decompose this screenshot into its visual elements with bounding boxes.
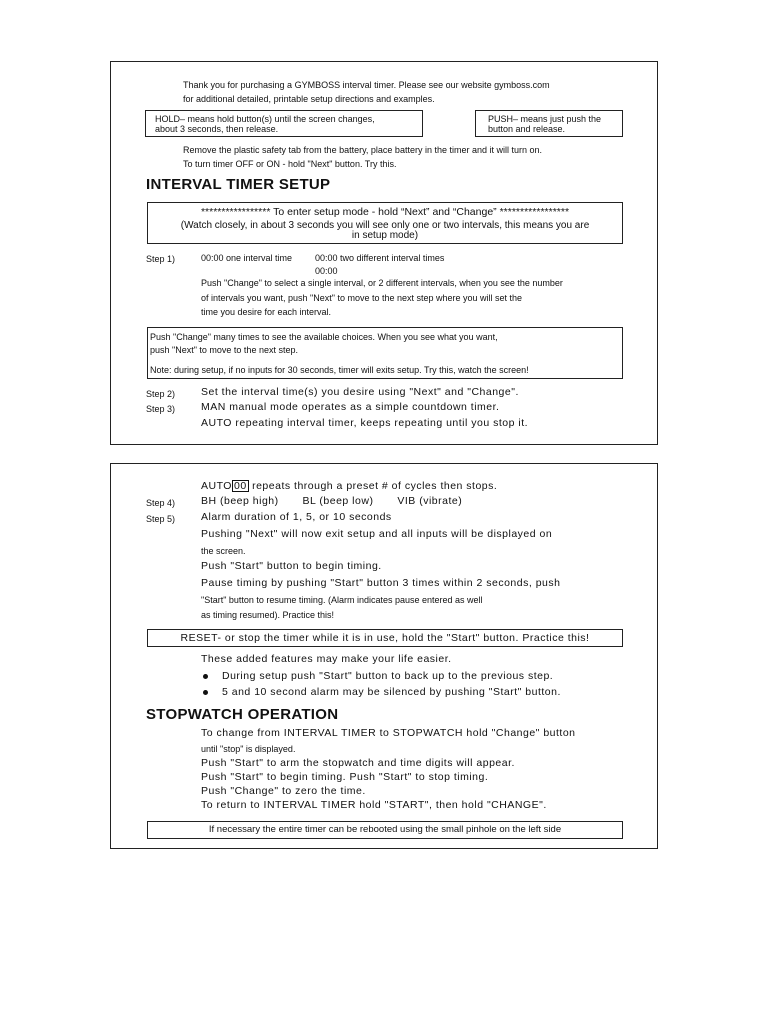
step-1-option-single: 00:00 one interval time	[201, 253, 293, 263]
auto-cycles-line	[201, 480, 497, 492]
step-5-label: Step 5)	[146, 514, 176, 524]
step-1-line-1: Push "Change" to select a single interval, or 2 different intervals, when you see the number	[201, 278, 563, 288]
battery-line-1: Remove the plastic safety tab from the battery, place battery in the timer and it will turn on.	[183, 145, 543, 155]
change-note-line-1: Push "Change" many times to see the available choices. When you see what you want,	[150, 332, 498, 342]
setup-mode-banner	[147, 202, 623, 244]
stopwatch-line-4: Push "Start" to begin timing. Push "Start" to stop timing.	[201, 771, 489, 783]
setup-mode-note-2: in setup mode)	[351, 230, 419, 241]
battery-line-2: To turn timer OFF or ON - hold "Next" button. Try this.	[183, 159, 397, 169]
hold-definition-line-1: HOLD– means hold button(s) until the screen changes,	[155, 114, 375, 124]
exit-line-1: Pushing "Next" will now exit setup and all inputs will be displayed on	[201, 528, 553, 540]
push-definition-box	[475, 110, 623, 137]
pause-line-1: Pause timing by pushing "Start" button 3 times within 2 seconds, push	[201, 577, 561, 589]
cycle-count-digits: 00	[233, 480, 247, 492]
step-2-label: Step 2)	[146, 389, 176, 399]
step-1-label: Step 1)	[146, 254, 176, 264]
features-intro: These added features may make your life easier.	[201, 653, 452, 665]
start-line: Push "Start" button to begin timing.	[201, 560, 382, 572]
step-3-auto-text: AUTO repeating interval timer, keeps repeating until you stop it.	[201, 417, 529, 429]
reboot-note: If necessary the entire timer can be rebooted using the small pinhole on the left side	[208, 824, 562, 835]
hold-definition-line-2: about 3 seconds, then release.	[155, 124, 279, 134]
pause-line-3: as timing resumed). Practice this!	[201, 610, 335, 620]
stopwatch-line-6: To return to INTERVAL TIMER hold "START", then hold "CHANGE".	[201, 799, 547, 811]
stopwatch-line-2: until "stop" is displayed.	[201, 744, 296, 754]
step-1-line-3: time you desire for each interval.	[201, 307, 332, 317]
operation-instructions-card	[110, 463, 658, 849]
auto-suffix: repeats through a preset # of cycles then stops.	[252, 480, 498, 492]
change-note-line-2: push "Next" to move to the next step.	[150, 345, 298, 355]
reboot-note-box	[147, 821, 623, 839]
exit-line-2: the screen.	[201, 546, 246, 556]
step-1-option-double: 00:00 two different interval times	[315, 253, 445, 263]
step-4-text: BH (beep high) BL (beep low) VIB (vibrate)	[201, 495, 463, 507]
pause-line-2: "Start" button to resume timing. (Alarm indicates pause entered as well	[201, 595, 483, 605]
stopwatch-heading: STOPWATCH OPERATION	[146, 706, 339, 723]
step-3-man-text: MAN manual mode operates as a simple countdown timer.	[201, 401, 500, 413]
step-5-text: Alarm duration of 1, 5, or 10 seconds	[201, 511, 392, 523]
bullet-icon	[203, 690, 208, 695]
setup-mode-title: ***************** To enter setup mode - hold “Next” and “Change” *****************	[200, 206, 570, 218]
step-1-option-double-second: 00:00	[315, 266, 338, 276]
setup-mode-note-1: (Watch closely, in about 3 seconds you will see only one or two intervals, this means you are	[180, 220, 590, 231]
reset-note-box	[147, 629, 623, 647]
step-2-text: Set the interval time(s) you desire using "Next" and "Change".	[201, 386, 519, 398]
feature-back-up: During setup push "Start" button to back up to the previous step.	[222, 670, 554, 682]
step-4-label: Step 4)	[146, 498, 176, 508]
feature-silence-alarm: 5 and 10 second alarm may be silenced by pushing "Start" button.	[222, 686, 561, 698]
auto-prefix: AUTO	[201, 480, 232, 492]
hold-definition-box	[145, 110, 423, 137]
interval-timer-setup-heading: INTERVAL TIMER SETUP	[146, 176, 331, 193]
push-definition-line-1: PUSH– means just push the	[488, 114, 602, 124]
push-definition-line-2: button and release.	[488, 124, 566, 134]
stopwatch-line-1: To change from INTERVAL TIMER to STOPWATCH hold "Change" button	[201, 727, 576, 739]
timeout-note: Note: during setup, if no inputs for 30 seconds, timer will exits setup. Try this, watch the screen!	[150, 365, 529, 375]
reset-note: RESET- or stop the timer while it is in use, hold the "Start" button. Practice this!	[180, 632, 590, 644]
intro-line-1: Thank you for purchasing a GYMBOSS interval timer. Please see our website gymboss.com	[183, 80, 550, 90]
intro-line-2: for additional detailed, printable setup directions and examples.	[183, 94, 435, 104]
bullet-icon	[203, 674, 208, 679]
setup-instructions-card	[110, 61, 658, 445]
step-3-label: Step 3)	[146, 404, 176, 414]
step-1-line-2: of intervals you want, push "Next" to move to the next step where you will set the	[201, 293, 523, 303]
change-note-box	[147, 327, 623, 379]
stopwatch-line-3: Push "Start" to arm the stopwatch and time digits will appear.	[201, 757, 515, 769]
stopwatch-line-5: Push "Change" to zero the time.	[201, 785, 366, 797]
